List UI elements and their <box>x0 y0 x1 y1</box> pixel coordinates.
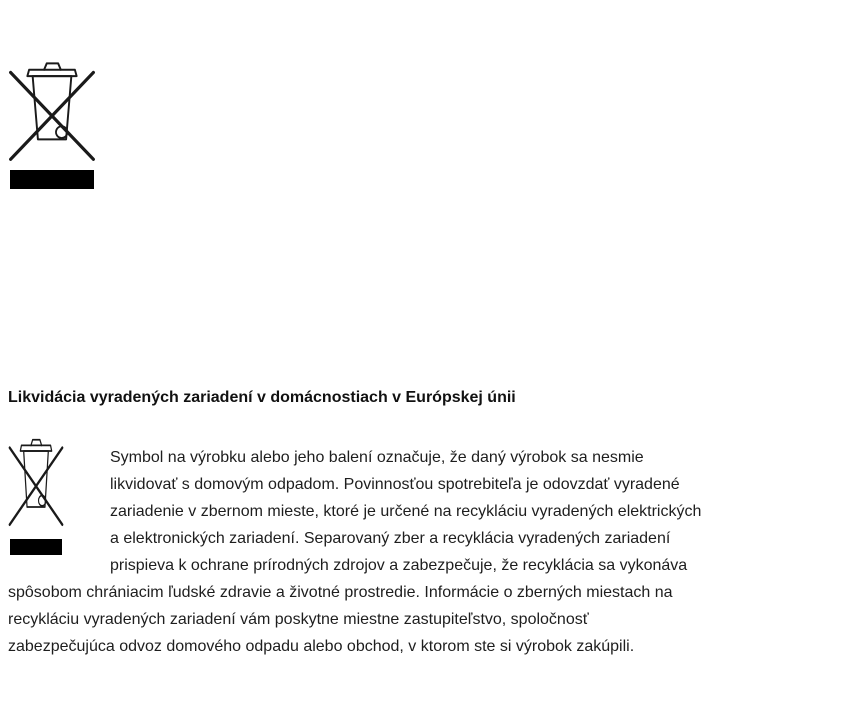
paragraph-line: zariadenie v zbernom mieste, ktoré je určené na recykláciu vyradených elektrických <box>110 503 702 520</box>
crossed-out-wheeled-bin-icon <box>8 435 64 527</box>
disposal-section <box>8 388 858 660</box>
weee-symbol-small <box>8 435 108 555</box>
paragraph-line: Symbol na výrobku alebo jeho balení označuje, že daný výrobok sa nesmie <box>110 449 644 466</box>
weee-symbol-large <box>8 58 100 189</box>
crossed-out-wheeled-bin-icon <box>8 58 96 162</box>
paragraph-line: spôsobom chrániacim ľudské zdravie a životné prostredie. Informácie o zberných miestach na <box>8 584 673 601</box>
paragraph-line: a elektronických zariadení. Separovaný zber a recyklácia vyradených zariadení <box>110 530 671 547</box>
paragraph-line: zabezpečujúca odvoz domového odpadu alebo obchod, v ktorom ste si výrobok zakúpili. <box>8 638 635 655</box>
section-heading: Likvidácia vyradených zariadení v domácnostiach v Európskej únii <box>8 389 516 406</box>
paragraph-line: prispieva k ochrane prírodných zdrojov a zabezpečuje, že recyklácia sa vykonáva <box>110 557 688 574</box>
paragraph-line: likvidovať s domovým odpadom. Povinnosťou spotrebiteľa je odovzdať vyradené <box>110 476 680 493</box>
weee-black-bar <box>10 170 94 189</box>
weee-black-bar <box>10 539 62 555</box>
section-paragraph <box>8 444 858 660</box>
paragraph-line: recykláciu vyradených zariadení vám poskytne miestne zastupiteľstvo, spoločnosť <box>8 611 589 628</box>
